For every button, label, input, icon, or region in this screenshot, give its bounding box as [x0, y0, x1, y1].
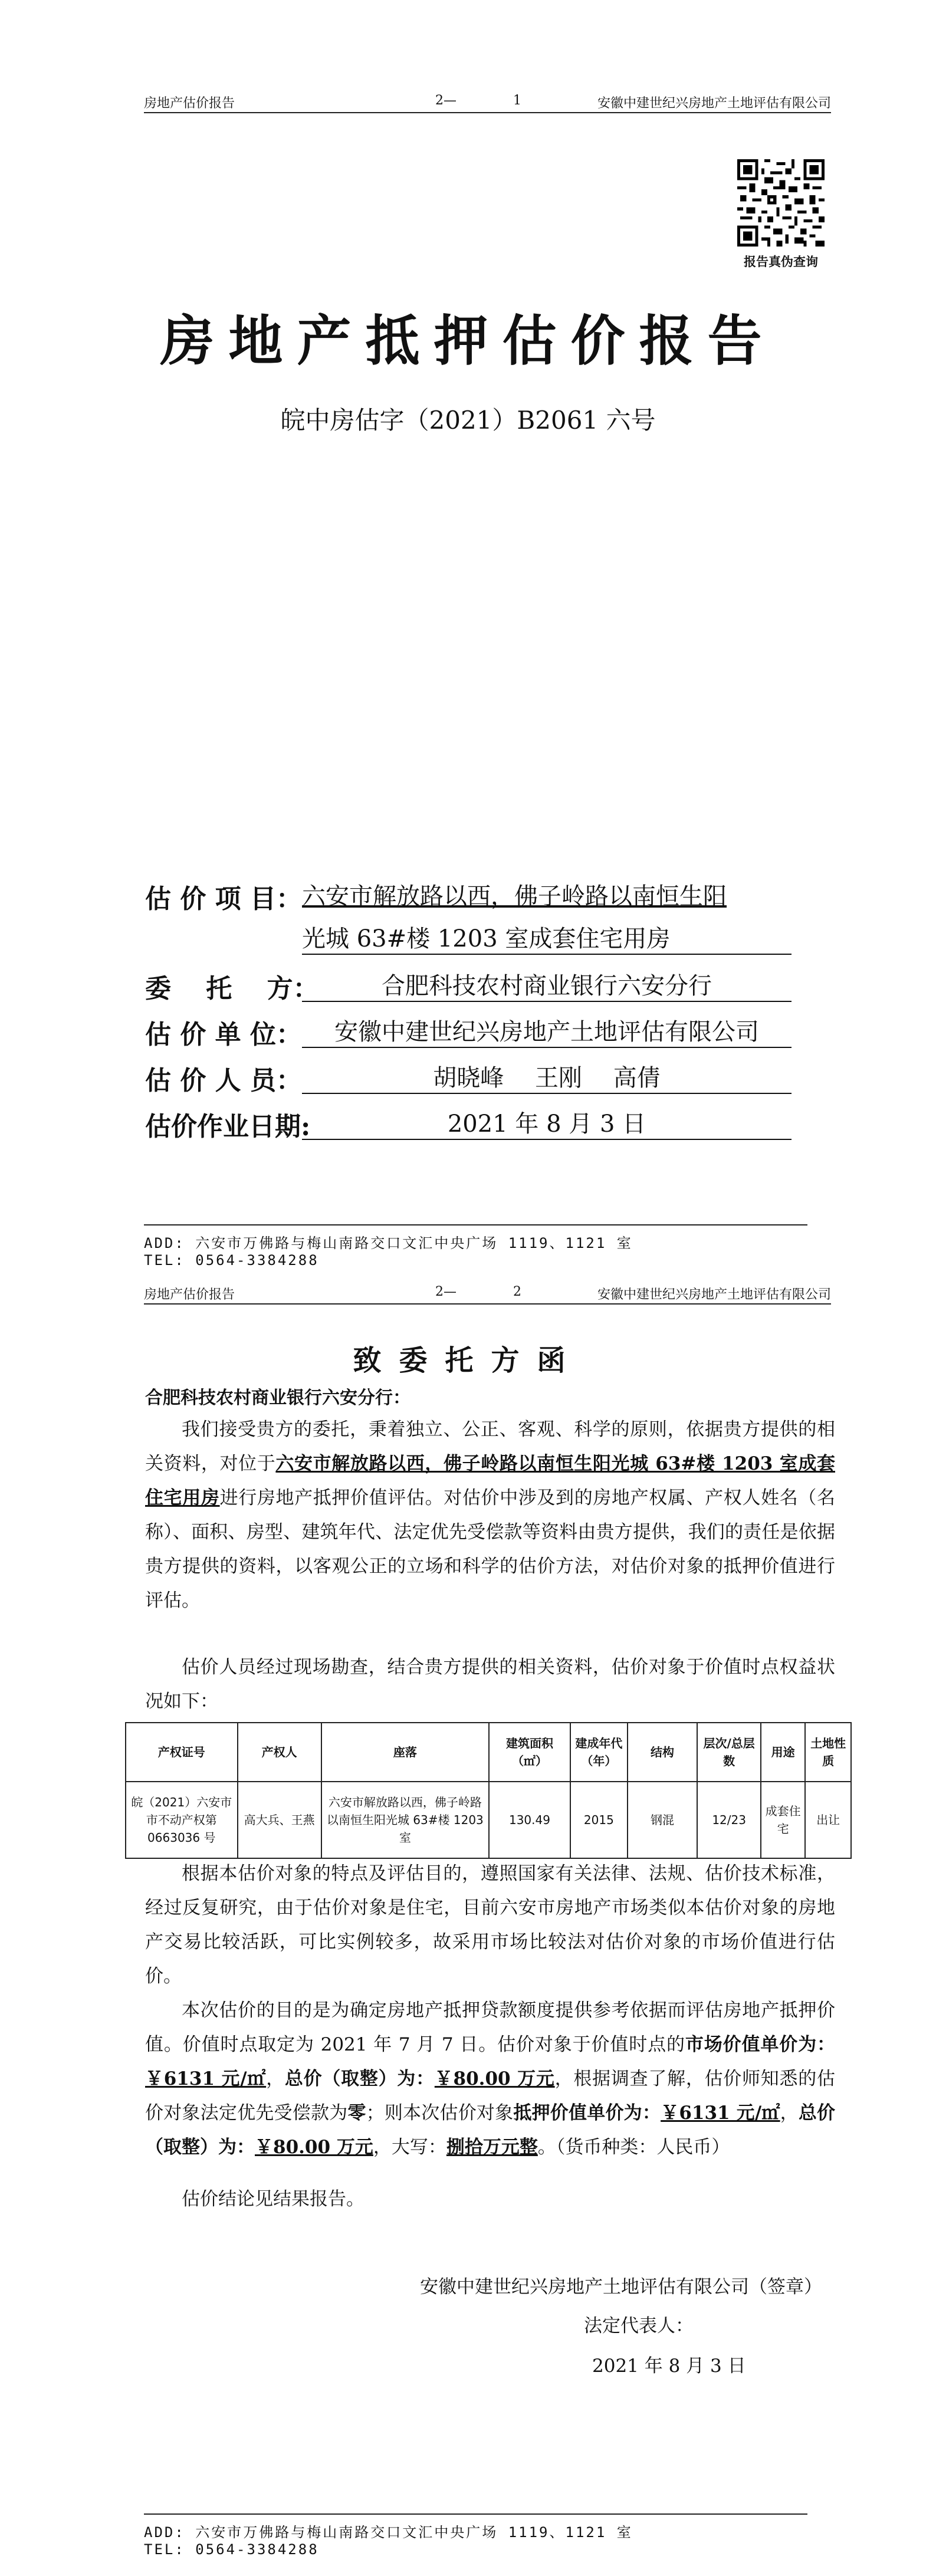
- document-number: 皖中房估字（2021）B2061 六号: [280, 406, 656, 435]
- property-rights-table: [125, 1722, 852, 1859]
- field-client-label: 委 托 方：: [145, 974, 319, 1004]
- field-appraisers-value: 胡晓峰 王刚 高倩: [302, 1059, 792, 1094]
- p4-mortgage-unit-label: 抵押价值单价为：: [513, 2102, 661, 2124]
- header-page-number: 1: [513, 93, 521, 108]
- p4-market-unit-label: 市场价值单价为：: [685, 2034, 836, 2055]
- header-right-text: 安徽中建世纪兴房地产土地评估有限公司: [597, 96, 831, 111]
- header-page-dash: 2—: [435, 1284, 456, 1299]
- field-client-value: 合肥科技农村商业银行六安分行: [302, 967, 792, 1002]
- p4-mortgage-unit-value: ￥6131 元/㎡: [661, 2102, 780, 2124]
- letter-title: 致委托方函: [353, 1344, 583, 1377]
- table-header: 层次/总层数: [697, 1723, 761, 1782]
- report-title: 房地产抵押估价报告: [160, 309, 776, 373]
- header-left-text: 房地产估价报告: [144, 96, 235, 111]
- table-cell: 高大兵、王燕: [238, 1782, 321, 1858]
- field-project-value-line1: 六安市解放路以西，佛子岭路以南恒生阳: [302, 883, 727, 910]
- p4-amount-in-words: 捌拾万元整: [446, 2137, 538, 2158]
- page-header: [144, 87, 831, 113]
- header-page-number: 2: [513, 1284, 521, 1299]
- table-header: 用途: [761, 1723, 805, 1782]
- field-project: [145, 878, 302, 915]
- field-appraiser-org-label: 估 价 单 位：: [145, 1020, 302, 1050]
- table-header: 建筑面积（㎡）: [489, 1723, 570, 1782]
- p4-text-o: ，大写：: [373, 2137, 446, 2158]
- p1-text-a: 我们接受贵方的委托，秉着独立、公正、客观、科学的原则，依据贵方提供的相关资料，对位于: [145, 1419, 835, 1474]
- table-header-row: [126, 1723, 851, 1782]
- qr-code-icon[interactable]: [737, 159, 825, 247]
- signature-company: 安徽中建世纪兴房地产土地评估有限公司（签章）: [420, 2276, 822, 2298]
- p4-text-q: 。（货币种类：人民币）: [537, 2137, 730, 2158]
- signature-date: 2021 年 8 月 3 日: [592, 2355, 746, 2377]
- table-header: 产权证号: [126, 1723, 238, 1782]
- footer-phone: TEL: 0564-3384288: [144, 2541, 319, 2558]
- table-row: [126, 1782, 851, 1858]
- field-project-label: 估 价 项 目：: [145, 884, 302, 914]
- p4-sep-2: ，: [780, 2102, 799, 2124]
- p4-market-total-label: 总价（取整）为：: [284, 2068, 435, 2089]
- field-client: [145, 967, 319, 1005]
- letter-paragraph-5: 估价结论见结果报告。: [182, 2189, 364, 2210]
- letter-paragraph-2: 估价人员经过现场勘查，结合贵方提供的相关资料，估价对象于价值时点权益状况如下：: [145, 1657, 835, 1712]
- field-appraisers: [145, 1059, 302, 1097]
- p4-mortgage-total-value: ￥80.00 万元: [255, 2137, 373, 2158]
- letter-paragraph-3: 根据本估价对象的特点及评估目的，遵照国家有关法律、法规、估价技术标准，经过反复研究，由于估价对象是住宅，目前六安市房地产市场类似本估价对象的房地产交易比较活跃，可比实例较多，故采用市场比较法对估价对象的市场价值进行估价。: [145, 1863, 835, 1987]
- letter-addressee: 合肥科技农村商业银行六安分行：: [145, 1388, 410, 1408]
- p1-property-address: 六安市解放路以西，佛子岭路以南恒生阳光城 63#楼 1203 室成套住宅用房: [145, 1453, 835, 1509]
- table-cell: 钢混: [628, 1782, 697, 1858]
- page-footer: [144, 1224, 807, 1269]
- footer-address: ADD: 六安市万佛路与梅山南路交口文汇中央广场 1119、1121 室: [144, 2524, 633, 2541]
- signature-representative: 法定代表人：: [584, 2315, 694, 2337]
- header-page-dash: 2—: [435, 93, 456, 108]
- table-header: 土地性质: [805, 1723, 851, 1782]
- p4-sep-1: ，: [266, 2068, 285, 2089]
- footer-phone: TEL: 0564-3384288: [144, 1252, 319, 1269]
- header-left-text: 房地产估价报告: [144, 1287, 235, 1302]
- p4-text-i: ；则本次估价对象: [366, 2102, 514, 2124]
- table-header: 结构: [628, 1723, 697, 1782]
- page-footer-2: [144, 2513, 807, 2558]
- letter-paragraph-1: [145, 1412, 835, 1618]
- field-work-date-label: 估价作业日期:: [145, 1112, 311, 1142]
- table-cell: 2015: [570, 1782, 628, 1858]
- table-cell: 12/23: [697, 1782, 761, 1858]
- table-cell: 六安市解放路以西，佛子岭路以南恒生阳光城 63#楼 1203 室: [321, 1782, 489, 1858]
- field-appraisers-label: 估 价 人 员：: [145, 1066, 302, 1096]
- table-cell: 成套住宅: [761, 1782, 805, 1858]
- table-header: 建成年代（年）: [570, 1723, 628, 1782]
- table-cell: 出让: [805, 1782, 851, 1858]
- p4-text-g: ，根据调查了解，估价师知悉的估价对象法定优先受偿款为: [145, 2068, 836, 2124]
- table-header: 座落: [321, 1723, 489, 1782]
- p4-market-unit-value: ￥6131 元/㎡: [145, 2068, 267, 2089]
- p4-priority-value: 零: [347, 2102, 366, 2124]
- table-cell: 皖（2021）六安市市不动产权第 0663036 号: [126, 1782, 238, 1858]
- field-project-value-line2: 光城 63#楼 1203 室成套住宅用房: [302, 920, 792, 955]
- p1-text-c: 进行房地产抵押价值评估。对估价中涉及到的房地产权属、产权人姓名（名称）、面积、房型、建筑年代、法定优先受偿款等资料由贵方提供，我们的责任是依据贵方提供的资料，以客观公正的立场和科学的估价方法，对估价对象的抵押价值进行评估。: [145, 1487, 836, 1611]
- p4-market-total-value: ￥80.00 万元: [434, 2068, 555, 2089]
- p4-text-a: 本次估价的目的是为确定房地产抵押贷款额度提供参考依据而评估房地产抵押价值。价值时点取定为 2021 年 7 月 7 日。估价对象于价值时点的: [145, 2000, 835, 2055]
- table-cell: 130.49: [489, 1782, 570, 1858]
- field-work-date: [145, 1105, 310, 1143]
- qr-caption: 报告真伪查询: [744, 254, 818, 269]
- field-work-date-value: 2021 年 8 月 3 日: [302, 1105, 792, 1140]
- table-header: 产权人: [238, 1723, 321, 1782]
- letter-paragraph-4: [145, 1993, 835, 2164]
- header-right-text: 安徽中建世纪兴房地产土地评估有限公司: [597, 1287, 831, 1302]
- field-appraiser-org-value: 安徽中建世纪兴房地产土地评估有限公司: [302, 1013, 792, 1048]
- page-header-2: [144, 1279, 831, 1305]
- footer-address: ADD: 六安市万佛路与梅山南路交口文汇中央广场 1119、1121 室: [144, 1235, 633, 1251]
- field-appraiser-org: [145, 1013, 302, 1051]
- p4-mortgage-total-label: 总价（取整）为：: [145, 2102, 836, 2158]
